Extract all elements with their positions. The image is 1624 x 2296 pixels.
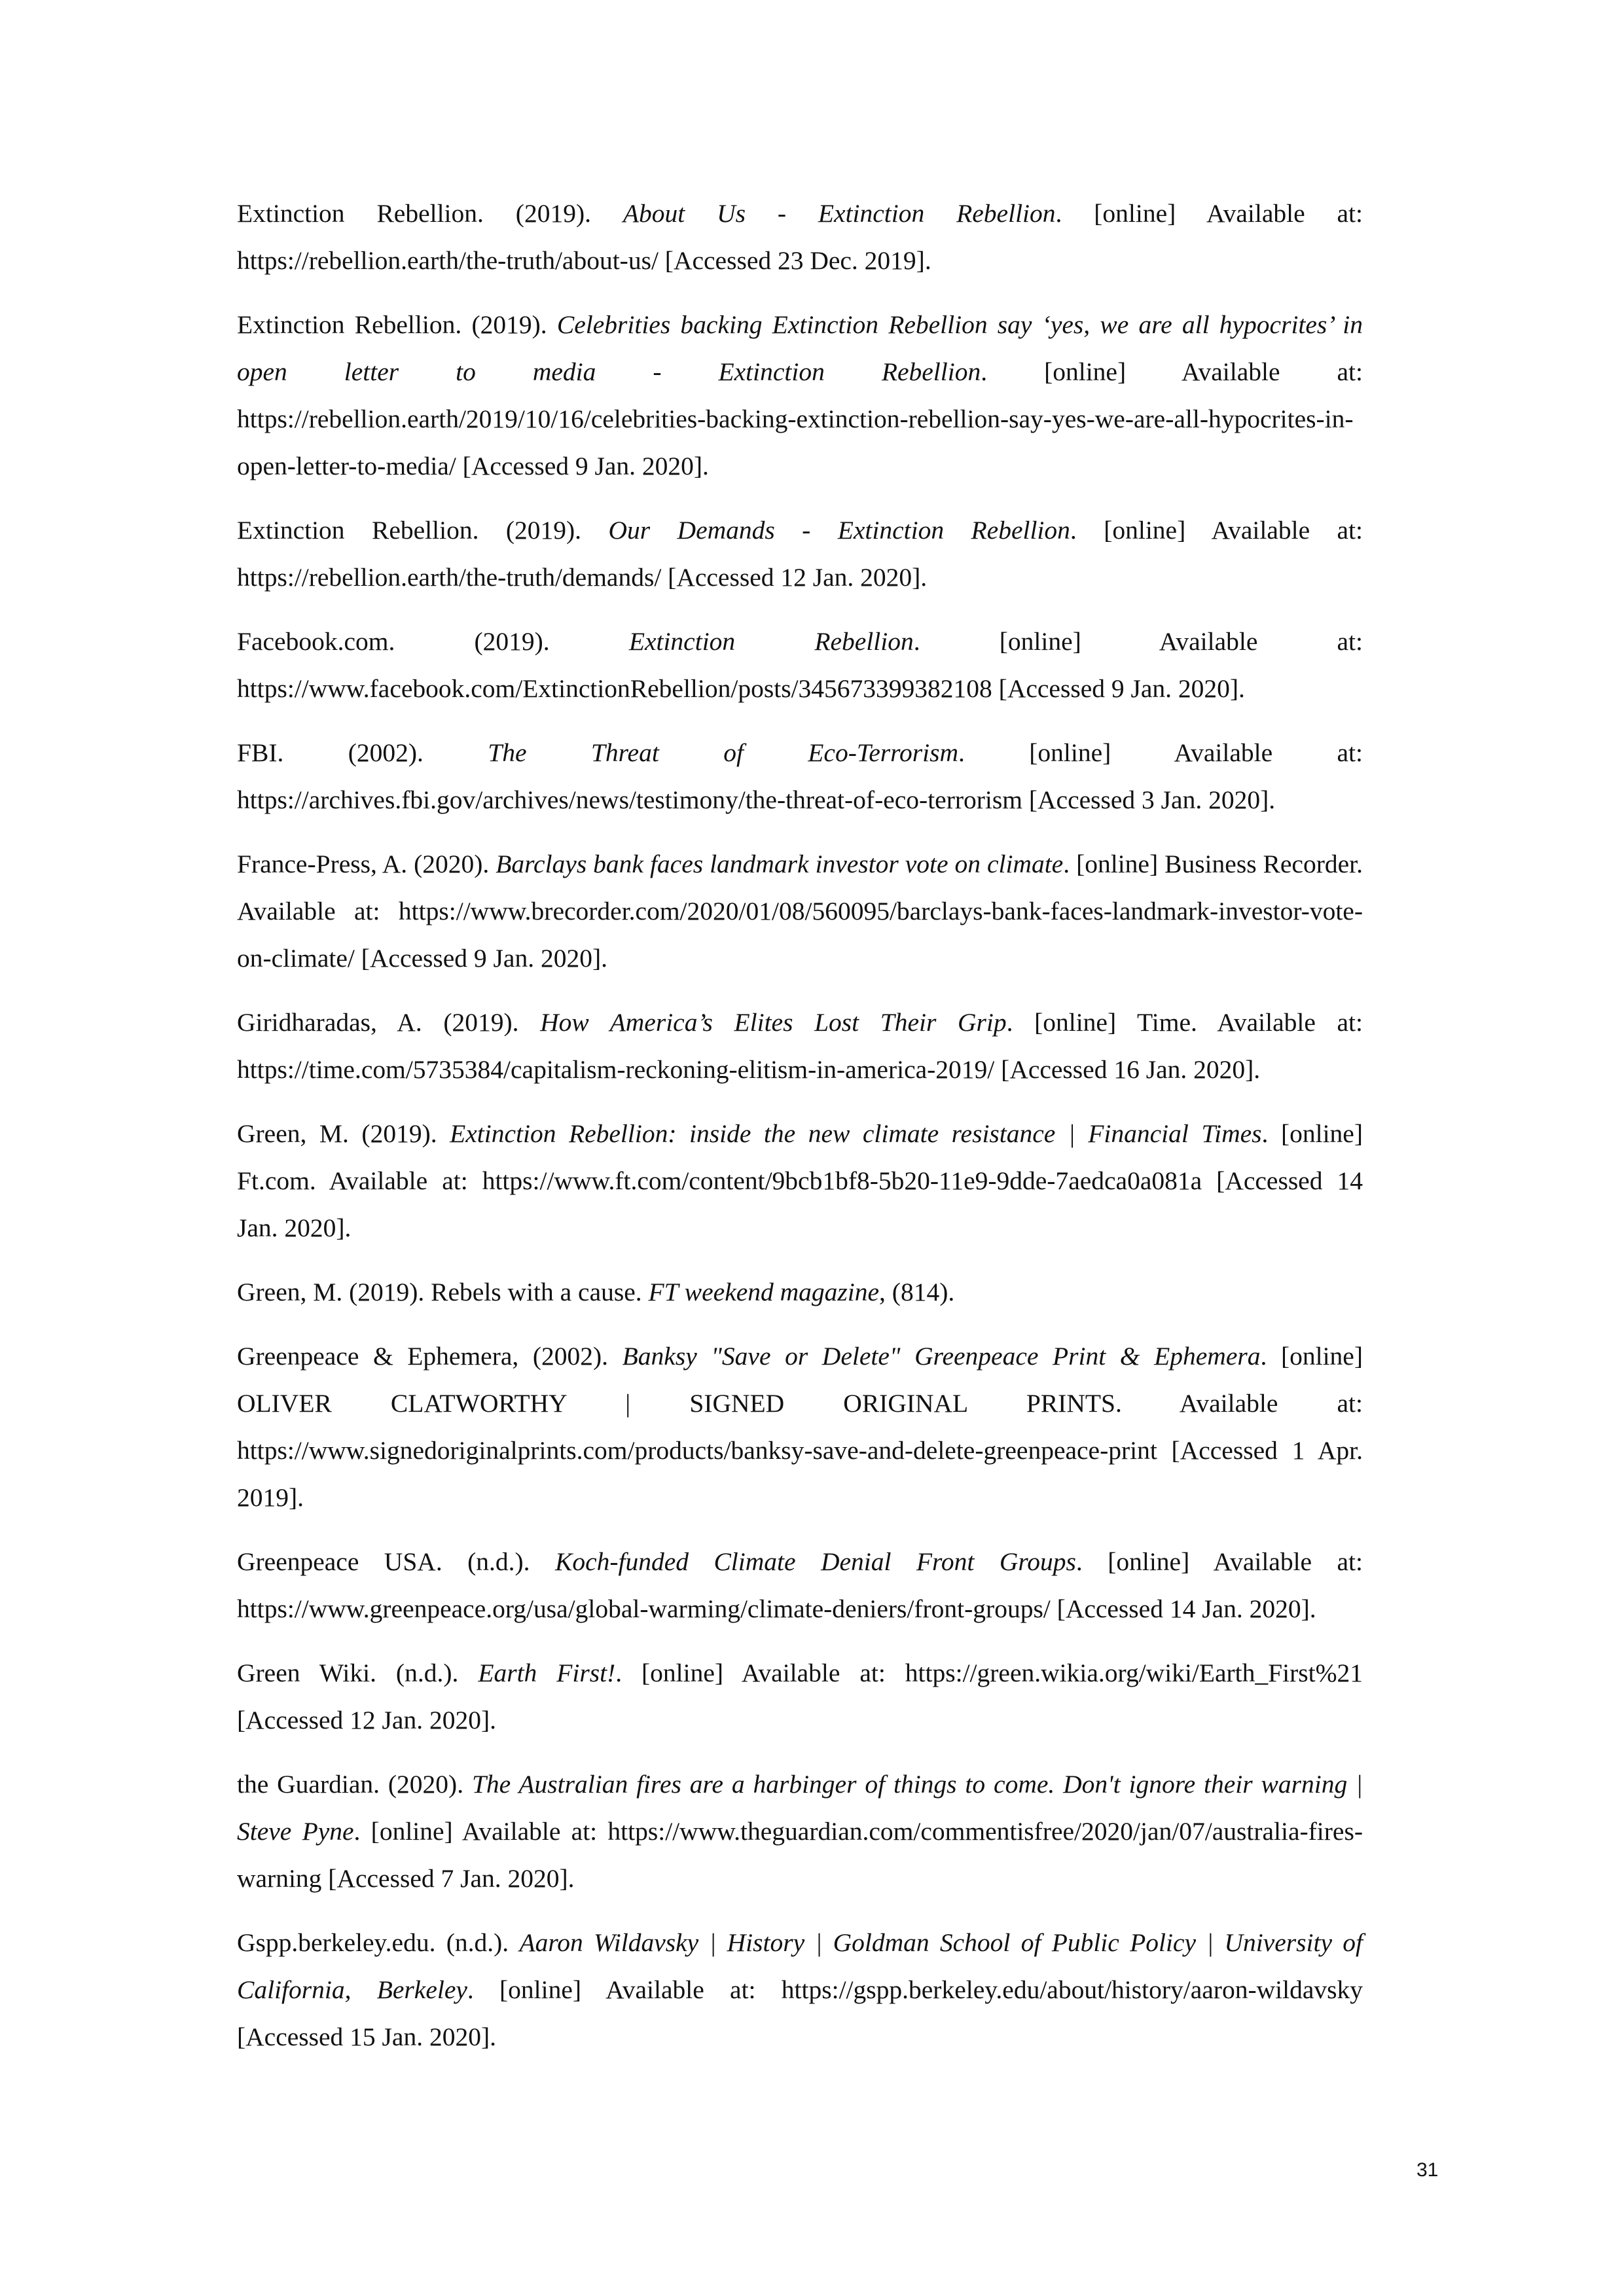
reference-entry	[237, 1538, 1363, 1632]
reference-title: Extinction Rebellion	[628, 627, 914, 656]
reference-author-date: the Guardian. (2020).	[237, 1770, 472, 1799]
reference-title: Koch-funded Climate Denial Front Groups	[554, 1547, 1076, 1576]
reference-author-date: Greenpeace & Ephemera, (2002).	[237, 1342, 623, 1371]
reference-title: The Threat of Eco-Terrorism	[488, 738, 959, 767]
reference-title: Banksy "Save or Delete" Greenpeace Print & Ephemera	[622, 1342, 1261, 1371]
reference-details: , (814).	[879, 1278, 955, 1306]
reference-details: . [online] Ft.com. Available at: https://www.ft.com/content/9bcb1bf8-5b20-11e9-9dde-7aedca0a081a [Accessed 14 Jan. 2020].	[237, 1119, 1363, 1242]
reference-title: The Australian fires are a harbinger of things to come. Don't ignore their warning | Steve Pyne	[237, 1770, 1363, 1846]
reference-author-date: Extinction Rebellion. (2019).	[237, 199, 623, 228]
reference-title: Our Demands - Extinction Rebellion	[608, 516, 1070, 545]
reference-author-date: Extinction Rebellion. (2019).	[237, 310, 557, 339]
reference-author-date: Extinction Rebellion. (2019).	[237, 516, 609, 545]
reference-author-date: Giridharadas, A. (2019).	[237, 1008, 541, 1037]
reference-title: Earth First!	[478, 1659, 616, 1687]
reference-entry	[237, 999, 1363, 1093]
reference-entry	[237, 1761, 1363, 1902]
reference-author-date: France-Press, A. (2020).	[237, 850, 496, 878]
reference-entry	[237, 618, 1363, 712]
reference-author-date: Green Wiki. (n.d.).	[237, 1659, 478, 1687]
reference-details: . [online] Available at: https://www.facebook.com/ExtinctionRebellion/posts/345673399382108 [Accessed 9 Jan. 2020].	[237, 627, 1363, 703]
reference-details: . [online] Business Recorder. Available at: https://www.brecorder.com/2020/01/08/560095/barclays-bank-faces-landmark-investor-vote-on-climate/ [Accessed 9 Jan. 2020].	[237, 850, 1363, 973]
reference-details: . [online] Available at: https://rebellion.earth/2019/10/16/celebrities-backing-extinction-rebellion-say-yes-we-are-all-hypocrites-in-open-letter-to-media/ [Accessed 9 Jan. 2020].	[237, 357, 1363, 480]
reference-entry	[237, 1333, 1363, 1521]
reference-entry	[237, 729, 1363, 823]
reference-title: Extinction Rebellion: inside the new climate resistance | Financial Times	[450, 1119, 1262, 1148]
reference-details: . [online] OLIVER CLATWORTHY | SIGNED ORIGINAL PRINTS. Available at: https://www.signedoriginalprints.com/products/banksy-save-and-delete-greenpeace-print [Accessed 1 Apr. 2019].	[237, 1342, 1363, 1512]
reference-entry	[237, 1110, 1363, 1251]
reference-entry	[237, 840, 1363, 982]
page-number: 31	[1416, 2159, 1439, 2181]
reference-author-date: Greenpeace USA. (n.d.).	[237, 1547, 555, 1576]
reference-details: . [online] Available at: https://archives.fbi.gov/archives/news/testimony/the-threat-of-eco-terrorism [Accessed 3 Jan. 2020].	[237, 738, 1363, 814]
reference-entry	[237, 301, 1363, 490]
reference-author-date: Green, M. (2019).	[237, 1119, 450, 1148]
reference-details: . [online] Available at: https://gspp.berkeley.edu/about/history/aaron-wildavsky [Accessed 15 Jan. 2020].	[237, 1975, 1363, 2051]
reference-author-date: Facebook.com. (2019).	[237, 627, 629, 656]
reference-details: . [online] Available at: https://www.greenpeace.org/usa/global-warming/climate-deniers/front-groups/ [Accessed 14 Jan. 2020].	[237, 1547, 1363, 1623]
reference-details: . [online] Available at: https://www.theguardian.com/commentisfree/2020/jan/07/australia-fires-warning [Accessed 7 Jan. 2020].	[237, 1817, 1363, 1893]
reference-entry	[237, 1919, 1363, 2060]
reference-title: About Us - Extinction Rebellion	[623, 199, 1056, 228]
reference-author-date: Green, M. (2019). Rebels with a cause.	[237, 1278, 649, 1306]
reference-title: Aaron Wildavsky | History | Goldman School of Public Policy | University of California, Berkeley	[237, 1928, 1363, 2004]
reference-author-date: FBI. (2002).	[237, 738, 488, 767]
reference-details: . [online] Available at: https://rebellion.earth/the-truth/demands/ [Accessed 12 Jan. 2020].	[237, 516, 1363, 592]
reference-list	[237, 190, 1363, 2077]
reference-title: FT weekend magazine	[648, 1278, 880, 1306]
reference-entry	[237, 507, 1363, 601]
reference-details: . [online] Available at: https://rebellion.earth/the-truth/about-us/ [Accessed 23 Dec. 2019].	[237, 199, 1363, 275]
reference-entry	[237, 1649, 1363, 1744]
reference-details: . [online] Time. Available at: https://time.com/5735384/capitalism-reckoning-elitism-in-america-2019/ [Accessed 16 Jan. 2020].	[237, 1008, 1363, 1084]
reference-entry	[237, 190, 1363, 284]
reference-author-date: Gspp.berkeley.edu. (n.d.).	[237, 1928, 520, 1957]
reference-title: Barclays bank faces landmark investor vote on climate	[496, 850, 1064, 878]
reference-title: How America’s Elites Lost Their Grip	[540, 1008, 1007, 1037]
reference-title: Celebrities backing Extinction Rebellion say ‘yes, we are all hypocrites’ in open letter to media - Extinction Rebellion	[237, 310, 1363, 386]
reference-details: . [online] Available at: https://green.wikia.org/wiki/Earth_First%21 [Accessed 12 Jan. 2020].	[237, 1659, 1363, 1734]
reference-entry	[237, 1268, 1363, 1316]
